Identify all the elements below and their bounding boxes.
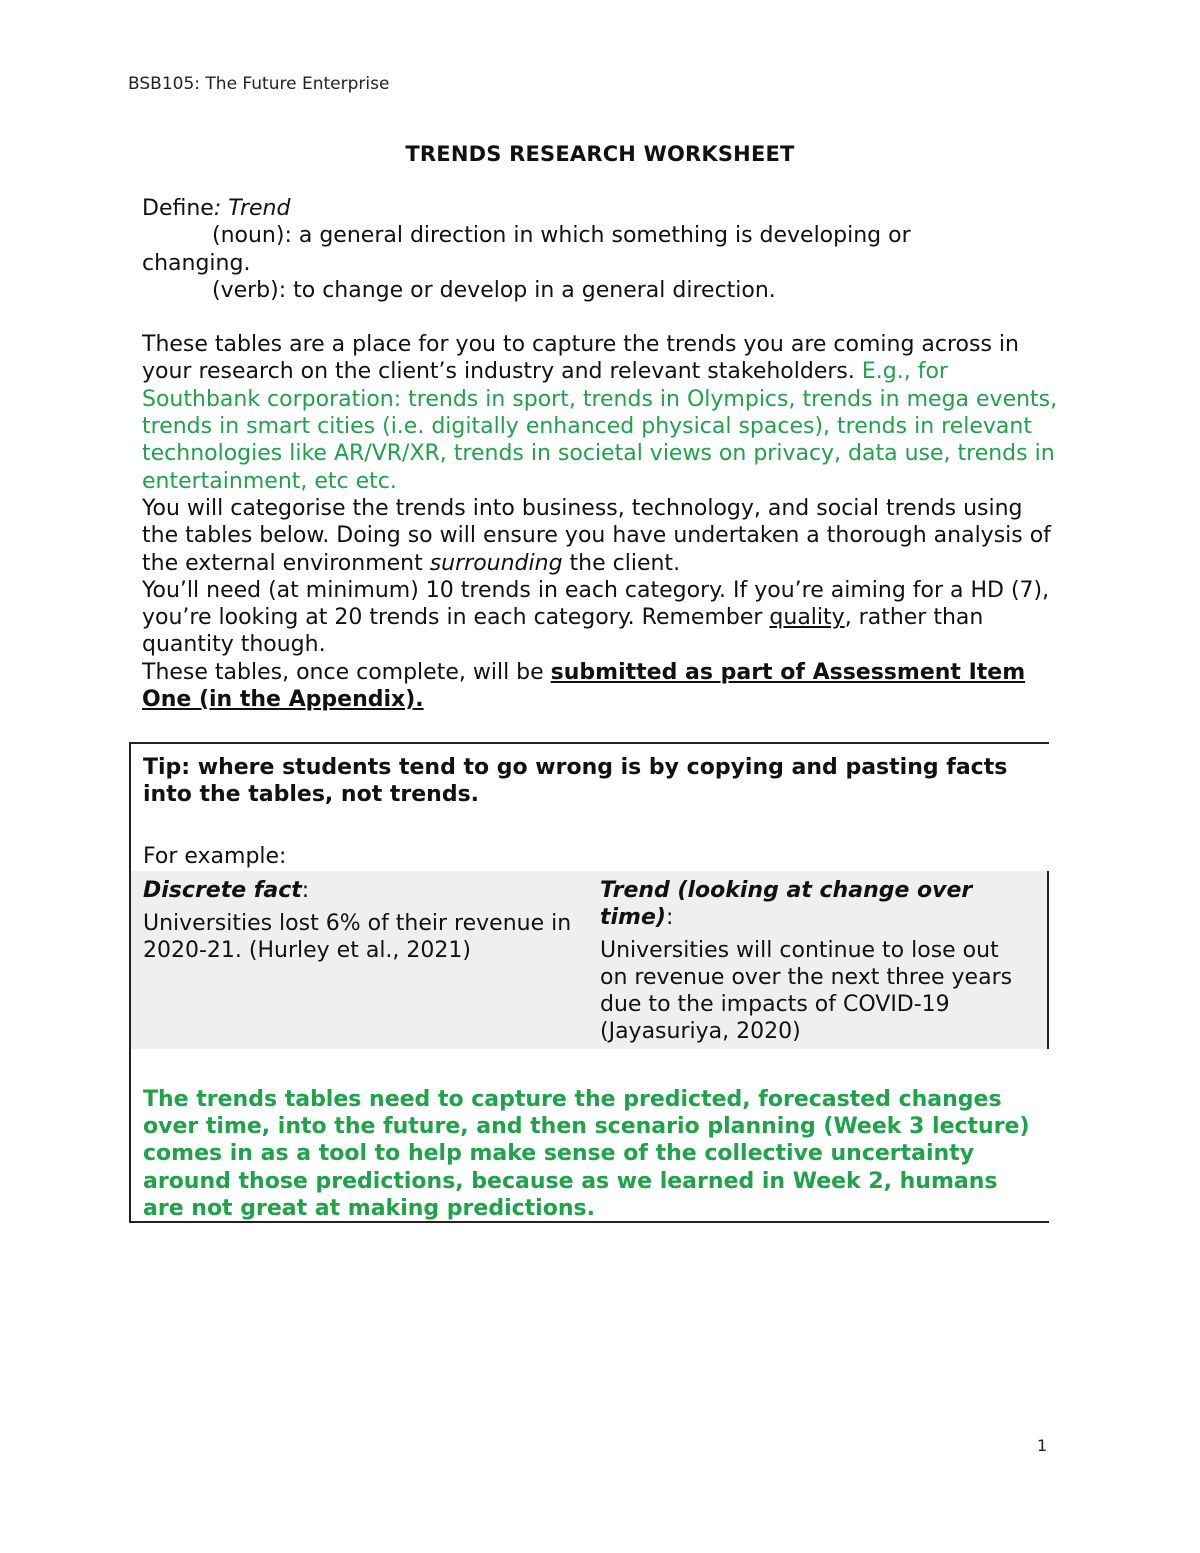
noun-definition: (noun): a general direction in which something is developing or bbox=[212, 223, 911, 249]
example-label: For example: bbox=[143, 844, 287, 869]
southbank-example-text: E.g., for Southbank corporation: trends in sport, trends in Olympics, trends in mega events, trends in smart cities (i.e. digitally enhanced physical spaces), trends in relevant technologies like AR/VR/XR, trends in societal views on privacy, data use, trends in entertainment, etc etc. bbox=[142, 359, 1058, 494]
discrete-fact-cell bbox=[143, 877, 583, 964]
minimum-text-a: You’ll need (at minimum) 10 trends in each category. If you’re aiming for a HD (7), you’re looking at 20 trends in each category. Remember bbox=[142, 577, 1050, 631]
paragraph-tables-purpose-text: These tables are a place for you to capture the trends you are coming across in your research on the client’s industry and relevant stakeholders. bbox=[142, 332, 1019, 385]
page-title: TRENDS RESEARCH WORKSHEET bbox=[405, 142, 795, 166]
tip-text bbox=[143, 754, 1033, 808]
course-code: BSB105: bbox=[128, 74, 200, 94]
discrete-fact-colon: : bbox=[301, 878, 310, 903]
submission-text: These tables, once complete, will be bbox=[142, 659, 551, 685]
paragraph-tables-purpose bbox=[142, 331, 1062, 495]
page-header bbox=[128, 74, 389, 94]
categorise-text-a: You will categorise the trends into business, technology, and social trends using the tables below. Doing so will ensure you have undertaken a thorough analysis of the external environment bbox=[142, 495, 1051, 576]
define-line bbox=[142, 195, 1062, 222]
paragraph-categorise bbox=[142, 495, 1062, 577]
submission-emphasis: submitted as part of Assessment Item One (in the Appendix). bbox=[142, 659, 1026, 713]
define-label: Define bbox=[142, 196, 214, 221]
trend-title: Trend (looking at change over time) bbox=[600, 878, 973, 930]
tip-message: Tip: where students tend to go wrong is by copying and pasting facts into the tables, not trends. bbox=[143, 755, 1008, 807]
comparison-table bbox=[131, 871, 1049, 1049]
discrete-fact-title: Discrete fact bbox=[143, 878, 302, 903]
define-term: : Trend bbox=[213, 196, 291, 221]
discrete-fact-text: Universities lost 6% of their revenue in 2020-21. (Hurley et al., 2021) bbox=[143, 911, 572, 963]
intro-section bbox=[142, 195, 1062, 713]
table-right-border bbox=[1047, 871, 1049, 1049]
verb-definition: (verb): to change or develop in a general direction. bbox=[212, 277, 776, 303]
conclusion-text: The trends tables need to capture the predicted, forecasted changes over time, into the future, and then scenario planning (Week 3 lecture) comes in as a tool to help make sense of the collective uncertainty around those predictions, because as we learned in Week 2, humans are not great at making predictions. bbox=[143, 1087, 1030, 1221]
trend-colon: : bbox=[665, 905, 674, 930]
noun-definition-cont: changing. bbox=[142, 250, 251, 276]
page-number: 1 bbox=[1037, 1436, 1048, 1455]
paragraph-submission bbox=[142, 659, 1062, 714]
trend-heading bbox=[600, 877, 1030, 931]
paragraph-minimum bbox=[142, 577, 1062, 659]
course-name: The Future Enterprise bbox=[200, 74, 390, 94]
quality-underlined: quality bbox=[769, 605, 845, 631]
discrete-fact-heading bbox=[143, 877, 583, 904]
spacer bbox=[142, 304, 1062, 331]
minimum-text-b: , rather than quantity though. bbox=[142, 605, 984, 658]
tip-box bbox=[129, 742, 1049, 1223]
categorise-text-b: the client. bbox=[562, 550, 681, 576]
trend-cell bbox=[600, 877, 1030, 1045]
categorise-italic: surrounding bbox=[429, 550, 563, 576]
trend-text: Universities will continue to lose out on revenue over the next three years due to the impacts of COVID-19 (Jayasuriya, 2020) bbox=[600, 938, 1013, 1044]
